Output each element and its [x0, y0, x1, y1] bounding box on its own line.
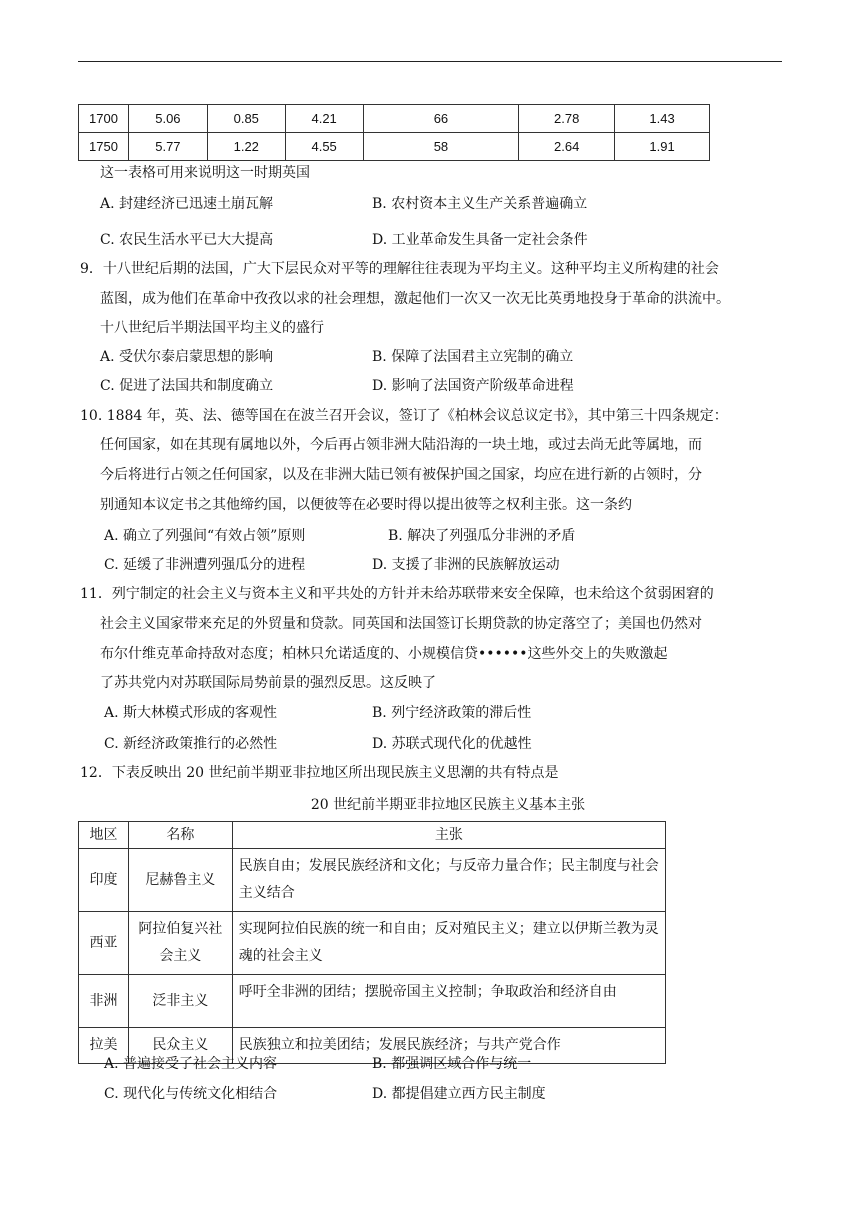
q10-line-2: 任何国家，如在其现有属地以外，今后再占领非洲大陆沿海的一块土地，或过去尚无此等属地，而: [100, 437, 702, 453]
table-cell: 1750: [79, 133, 129, 161]
table-caption: 20 世纪前半期亚非拉地区民族主义基本主张: [310, 797, 586, 813]
header-name: 名称: [128, 822, 232, 849]
name-cell: 尼赫鲁主义: [128, 849, 232, 912]
table-header-row: [79, 822, 666, 849]
q9-line-3: 十八世纪后半期法国平均主义的盛行: [100, 320, 324, 336]
table-cell: 2.78: [519, 105, 615, 133]
q8-stem: 这一表格可用来说明这一时期英国: [100, 165, 310, 181]
q11-line-4: 了苏共党内对苏联国际局势前景的强烈反思。这反映了: [100, 675, 436, 691]
q10-line-1: 10. 1884 年，英、法、德等国在在波兰召开会议，签订了《柏林会议总议定书》，其中第三十四条规定：: [80, 408, 728, 424]
q11-line-3: 布尔什维克革命持敌对态度；柏林只允诺适度的、小规模信贷••••••这些外交上的失败激起: [100, 646, 668, 662]
q9-line-2: 蓝图，成为他们在革命中孜孜以求的社会理想，激起他们一次又一次无比英勇地投身于革命的洪流中。: [100, 291, 730, 307]
q10-option-c[interactable]: C. 延缓了非洲遭列强瓜分的进程: [104, 557, 306, 573]
claim-cell: 民族独立和拉美团结；发展民族经济；与共产党合作: [232, 1028, 665, 1064]
table-cell: 1.91: [615, 133, 710, 161]
name-cell: 民众主义: [128, 1028, 232, 1064]
q12-option-a[interactable]: A. 普遍接受了社会主义内容: [104, 1056, 278, 1072]
q10-line-3: 今后将进行占领之任何国家，以及在非洲大陆已领有被保护国之国家，均应在进行新的占领时，分: [100, 467, 702, 483]
table-cell: 1700: [79, 105, 129, 133]
q11-option-c[interactable]: C. 新经济政策推行的必然性: [104, 736, 278, 752]
claim-cell: 实现阿拉伯民族的统一和自由；反对殖民主义；建立以伊斯兰教为灵魂的社会主义: [232, 912, 665, 975]
q10-line-4: 别通知本议定书之其他缔约国，以便彼等在必要时得以提出彼等之权利主张。这一条约: [100, 497, 632, 513]
q10-option-a[interactable]: A. 确立了列强间“有效占领”原则: [104, 528, 306, 544]
q12-option-b[interactable]: B. 都强调区域合作与统一: [372, 1056, 532, 1072]
q11-line-2: 社会主义国家带来充足的外贸量和贷款。同英国和法国签订长期贷款的协定落空了；美国也仍然对: [100, 616, 702, 632]
name-cell: 阿拉伯复兴社会主义: [128, 912, 232, 975]
table-row: [79, 975, 666, 1028]
q8-option-a[interactable]: A. 封建经济已迅速土崩瓦解: [100, 196, 274, 212]
table-row: [79, 912, 666, 975]
claim-cell: 民族自由；发展民族经济和文化；与反帝力量合作；民主制度与社会主义结合: [232, 849, 665, 912]
q12-option-d[interactable]: D. 都提倡建立西方民主制度: [372, 1086, 546, 1102]
table-cell: 4.55: [285, 133, 363, 161]
header-claim: 主张: [232, 822, 665, 849]
claim-cell: 呼吁全非洲的团结；摆脱帝国主义控制；争取政治和经济自由: [232, 975, 665, 1028]
table-cell: 2.64: [519, 133, 615, 161]
q10-option-d[interactable]: D. 支援了非洲的民族解放运动: [372, 557, 560, 573]
table-cell: 0.85: [207, 105, 285, 133]
table-row: [79, 105, 710, 133]
q12-option-c[interactable]: C. 现代化与传统文化相结合: [104, 1086, 278, 1102]
header-rule: [78, 61, 782, 62]
header-region: 地区: [79, 822, 129, 849]
table-cell: 66: [363, 105, 519, 133]
table-cell: 4.21: [285, 105, 363, 133]
region-cell: 西亚: [79, 912, 129, 975]
table-cell: 1.22: [207, 133, 285, 161]
table-row: [79, 133, 710, 161]
q8-option-c[interactable]: C. 农民生活水平已大大提高: [100, 232, 274, 248]
q9-option-d[interactable]: D. 影响了法国资产阶级革命进程: [372, 378, 574, 394]
q9-option-c[interactable]: C. 促进了法国共和制度确立: [100, 378, 274, 394]
q11-option-d[interactable]: D. 苏联式现代化的优越性: [372, 736, 532, 752]
region-cell: 非洲: [79, 975, 129, 1028]
name-cell: 泛非主义: [128, 975, 232, 1028]
q11-line-1: 11．列宁制定的社会主义与资本主义和平共处的方针并未给苏联带来安全保障，也未给这个贫弱困窘的: [80, 586, 714, 602]
region-cell: 拉美: [79, 1028, 129, 1064]
table-cell: 1.43: [615, 105, 710, 133]
q10-option-b[interactable]: B. 解决了列强瓜分非洲的矛盾: [388, 528, 576, 544]
q8-option-b[interactable]: B. 农村资本主义生产关系普遍确立: [372, 196, 588, 212]
table-cell: 5.77: [128, 133, 207, 161]
q9-line-1: 9．十八世纪后期的法国，广大下层民众对平等的理解往往表现为平均主义。这种平均主义所构建的社会: [80, 261, 719, 277]
table-cell: 58: [363, 133, 519, 161]
q8-option-d[interactable]: D. 工业革命发生具备一定社会条件: [372, 232, 588, 248]
data-table: [78, 104, 710, 161]
q11-option-a[interactable]: A. 斯大林模式形成的客观性: [104, 705, 278, 721]
table-cell: 5.06: [128, 105, 207, 133]
q12-stem: 12．下表反映出 20 世纪前半期亚非拉地区所出现民族主义思潮的共有特点是: [80, 765, 559, 781]
q9-option-a[interactable]: A. 受伏尔泰启蒙思想的影响: [100, 349, 274, 365]
table-row: [79, 849, 666, 912]
q9-option-b[interactable]: B. 保障了法国君主立宪制的确立: [372, 349, 574, 365]
nationalism-table: [78, 821, 666, 1064]
q11-option-b[interactable]: B. 列宁经济政策的滞后性: [372, 705, 532, 721]
region-cell: 印度: [79, 849, 129, 912]
